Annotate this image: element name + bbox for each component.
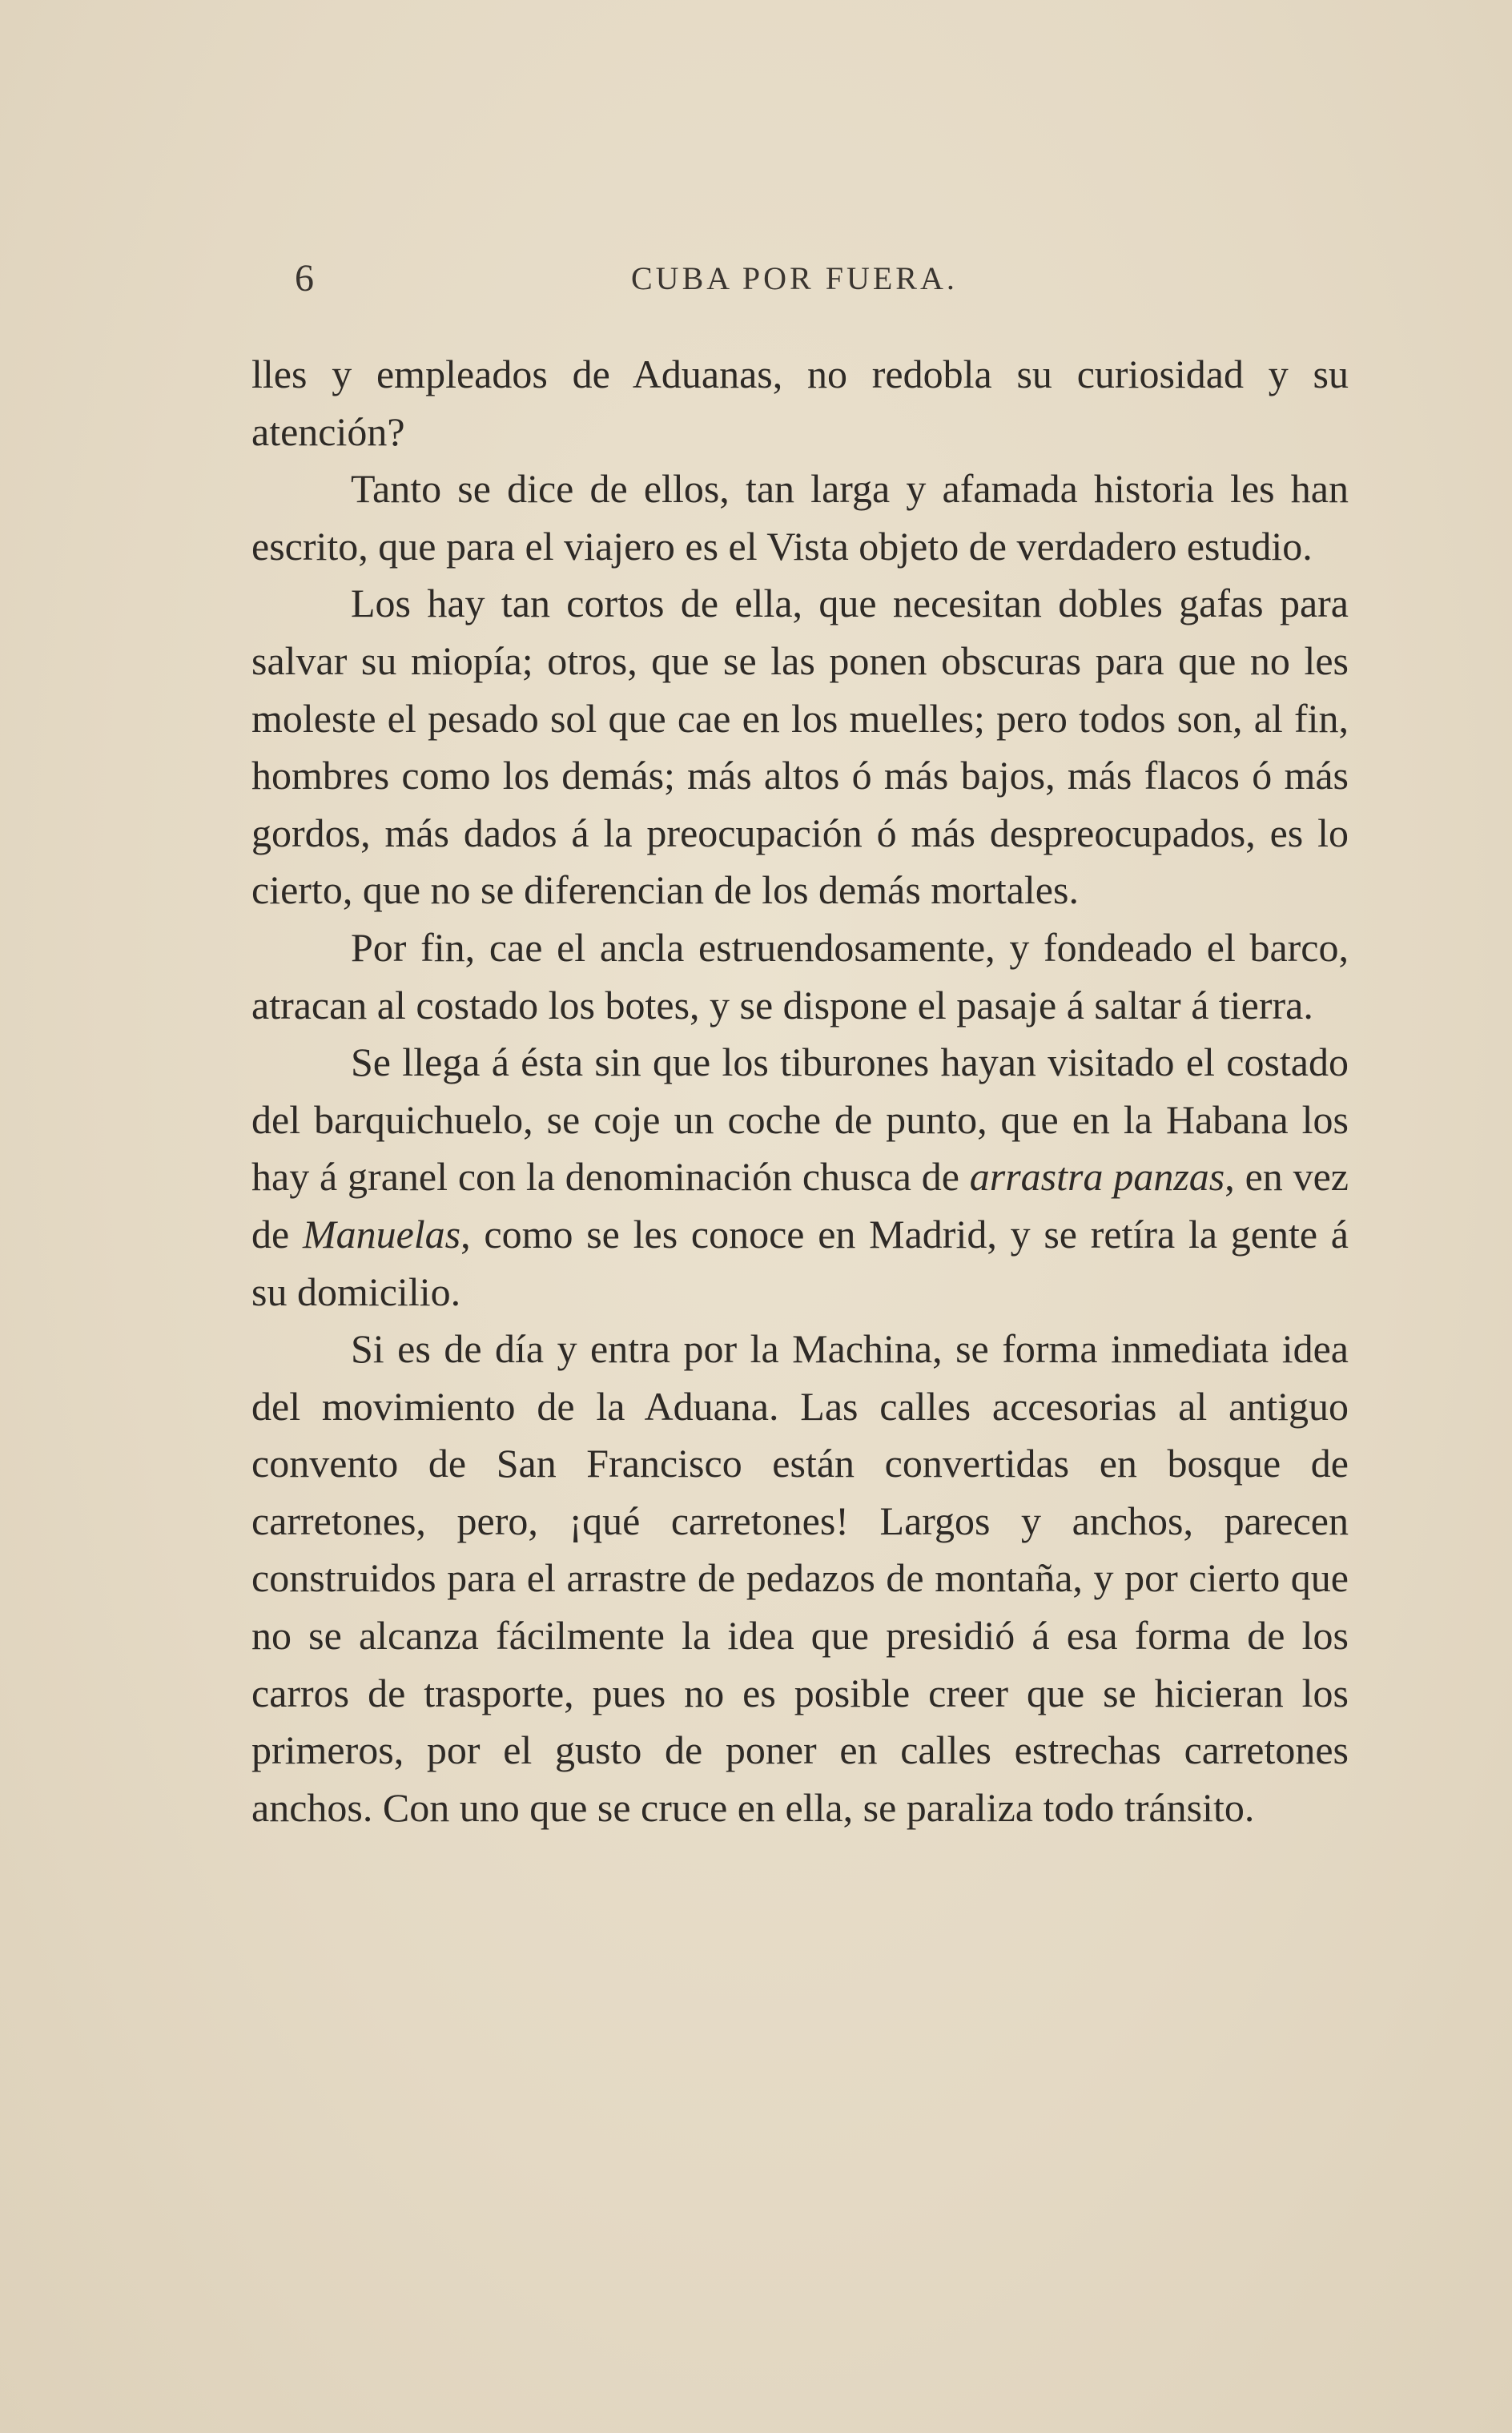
paragraph-3: Los hay tan cortos de ella, que necesitan dobles gafas para salvar su miopía; otros, que se las ponen obscuras para que no les moleste el pesado sol que cae en los muelles; pero todos son, al fin, hombres como los demás; más altos ó más bajos, más flacos ó más gordos, más dados á la preocupación ó más despreocupados, es lo cierto, que no se diferencian de los demás mortales. <box>251 581 1349 913</box>
page-number: 6 <box>295 257 314 300</box>
paragraph-5 <box>251 1034 1349 1321</box>
paragraph-4: Por fin, cae el ancla estruendosamente, y fondeado el barco, atracan al costado los botes, y se dispone el pasaje á saltar á tierra. <box>251 924 1349 1027</box>
paragraph-6: Si es de día y entra por la Machina, se forma inmediata idea del movimiento de la Aduana. Las calles accesorias al antiguo convento de San Francisco están convertidas en bosque de carretones, pero, ¡qué carretones! Largos y anchos, parecen construidos para el arrastre de pedazos de montaña, y por cierto que no se alcanza fácilmente la idea que presidió á esa forma de los carros de trasporte, pues no es posible creer que se hicieran los primeros, por el gusto de poner en calles estrechas carretones anchos. Con uno que se cruce en ella, se paraliza todo tránsito. <box>251 1326 1349 1830</box>
paragraph-5-text-c: , como se les conoce en Madrid, y se retíra la gente á su domicilio. <box>251 1211 1349 1314</box>
running-title: CUBA POR FUERA. <box>631 260 958 296</box>
paragraph-5-text-a: Se llega á ésta sin que los tiburones hayan visitado el costado del barquichuelo, se coje un coche de punto, que en la Habana los hay á granel con la denominación chusca de <box>251 1040 1349 1200</box>
italic-arrastra-panzas: arrastra panzas <box>969 1154 1225 1200</box>
italic-manuelas: Manuelas <box>302 1211 461 1257</box>
paragraph-5-text-b: , en vez de <box>251 1154 1349 1257</box>
paragraph-1: lles y empleados de Aduanas, no redobla su curiosidad y su atención? <box>251 352 1349 454</box>
body-text <box>251 346 1349 1836</box>
paragraph-2: Tanto se dice de ellos, tan larga y afamada historia les han escrito, que para el viajero es el Vista objeto de verdadero estudio. <box>251 466 1349 569</box>
running-head <box>295 255 1352 303</box>
